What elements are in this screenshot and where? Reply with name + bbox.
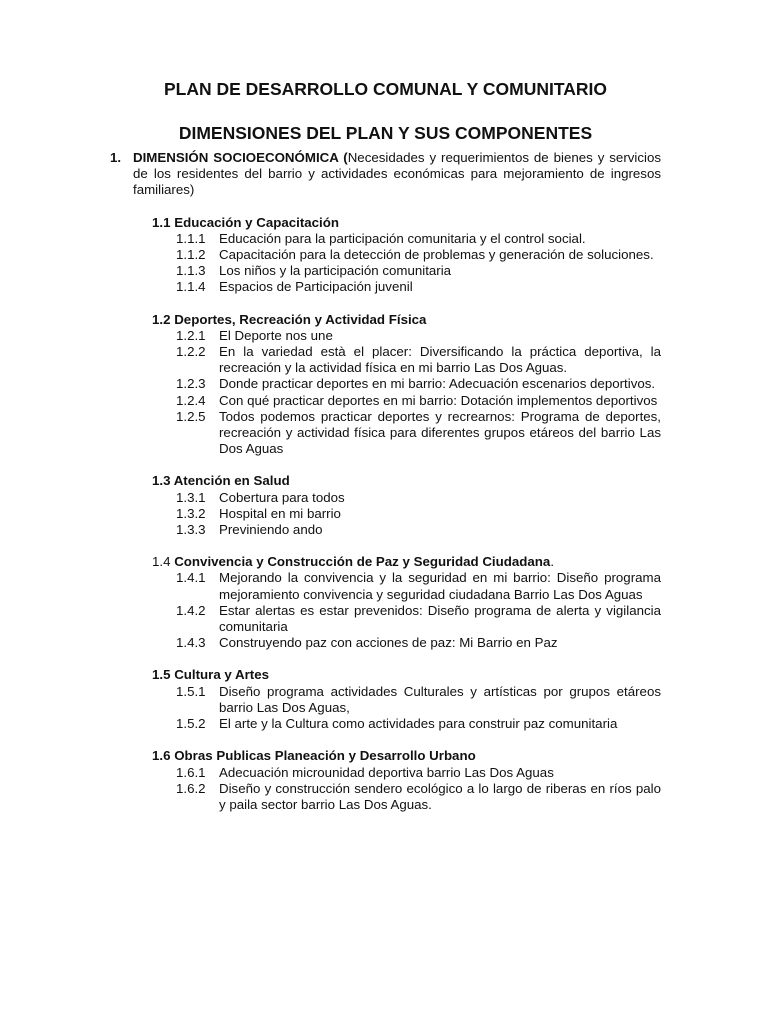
item-text: Con qué practicar deportes en mi barrio: Dotación implementos deportivos (219, 392, 658, 408)
item-text: Donde practicar deportes en mi barrio: Adecuación escenarios deportivos. (219, 376, 656, 392)
section-heading (152, 554, 661, 570)
item-number: 1.4.3 (176, 635, 206, 651)
item-text: Previniendo ando (219, 522, 323, 538)
list-item (176, 506, 661, 522)
item-text: Los niños y la participación comunitaria (219, 263, 452, 279)
list-item (176, 376, 661, 392)
section-heading (152, 312, 661, 328)
section-number: 1.6 (152, 748, 171, 764)
item-number: 1.4.1 (176, 570, 206, 586)
list-item (176, 409, 661, 458)
section-title: Educación y Capacitación (174, 214, 339, 230)
section-1-5 (152, 667, 661, 732)
list-item (176, 490, 661, 506)
dimension-number: 1. (110, 150, 122, 165)
list-item (176, 603, 661, 635)
section-title: Obras Publicas Planeación y Desarrollo Urbano (174, 748, 476, 764)
item-number: 1.2.5 (176, 408, 206, 424)
page-title: PLAN DE DESARROLLO COMUNAL Y COMUNITARIO (163, 79, 608, 99)
item-number: 1.1.1 (176, 230, 206, 246)
section-title-suffix: . (550, 554, 555, 570)
item-text: Estar alertas es estar prevenidos: Diseño programa de alerta y vigilancia comunitaria (219, 602, 661, 635)
item-text: Espacios de Participación juvenil (219, 279, 413, 295)
item-number: 1.2.4 (176, 392, 206, 408)
section-heading (152, 667, 661, 683)
section-number: 1.2 (152, 311, 171, 327)
dimension-description: Necesidades y requerimientos de bienes y servicios de los residentes del barrio y actividades económicas para mejoramiento de ingresos familiares) (133, 150, 661, 198)
item-number: 1.1.2 (176, 247, 206, 263)
item-number: 1.3.3 (176, 522, 206, 538)
item-text: En la variedad està el placer: Diversificando la práctica deportiva, la recreación y la actividad física en mi barrio Las Dos Aguas. (219, 344, 661, 376)
item-text: Diseño y construcción sendero ecológico a lo largo de riberas en ríos palo y paila sector barrio Las Dos Aguas. (219, 780, 661, 812)
item-number: 1.3.2 (176, 505, 206, 521)
item-number: 1.2.1 (176, 327, 206, 343)
item-number: 1.2.3 (176, 376, 206, 392)
list-item (176, 263, 661, 279)
item-number: 1.1.3 (176, 263, 206, 279)
dimension-heading (110, 150, 661, 199)
list-item (176, 781, 661, 813)
item-text: Hospital en mi barrio (219, 505, 341, 521)
section-number: 1.5 (152, 667, 171, 683)
item-number: 1.2.2 (176, 344, 206, 360)
page-subtitle: DIMENSIONES DEL PLAN Y SUS COMPONENTES (178, 123, 593, 143)
list-item (176, 684, 661, 716)
section-number: 1.1 (152, 214, 171, 230)
section-title: Cultura y Artes (174, 667, 270, 683)
item-number: 1.6.1 (176, 764, 206, 780)
section-title: Deportes, Recreación y Actividad Física (174, 311, 427, 327)
list-item (176, 328, 661, 344)
list-item (176, 522, 661, 538)
list-item (176, 344, 661, 376)
section-heading (152, 473, 661, 489)
item-text: Diseño programa actividades Culturales y artísticas por grupos etáreos barrio Las Dos Aguas, (219, 683, 661, 715)
item-number: 1.4.2 (176, 602, 206, 618)
section-number: 1.4 (152, 554, 171, 570)
section-title: Convivencia y Construcción de Paz y Seguridad Ciudadana (174, 554, 551, 570)
section-1-2 (152, 312, 661, 458)
section-1-1 (152, 215, 661, 296)
list-item (176, 635, 661, 651)
section-heading (152, 215, 661, 231)
item-text: El Deporte nos une (219, 327, 333, 343)
section-1-3 (152, 473, 661, 538)
section-heading (152, 748, 661, 764)
list-item (176, 570, 661, 602)
list-item (176, 393, 661, 409)
section-1-4 (152, 554, 661, 651)
item-text: Capacitación para la detección de problemas y generación de soluciones. (219, 247, 654, 263)
item-text: Todos podemos practicar deportes y recrearnos: Programa de deportes, recreación y actividad física para diferentes grupos etáreos del barrio Las Dos Aguas (219, 408, 661, 457)
item-number: 1.3.1 (176, 489, 206, 505)
item-text: Adecuación microunidad deportiva barrio Las Dos Aguas (219, 764, 554, 780)
item-text: Educación para la participación comunitaria y el control social. (219, 230, 586, 246)
list-item (176, 765, 661, 781)
item-number: 1.5.2 (176, 716, 206, 732)
section-1-6 (152, 748, 661, 813)
list-item (176, 247, 661, 263)
list-item (176, 716, 661, 732)
section-number: 1.3 (152, 473, 171, 489)
item-text: El arte y la Cultura como actividades para construir paz comunitaria (219, 716, 618, 732)
item-text: Cobertura para todos (219, 489, 345, 505)
dimension-title: DIMENSIÓN SOCIOECONÓMICA ( (133, 150, 348, 165)
list-item (176, 279, 661, 295)
item-number: 1.6.2 (176, 780, 206, 796)
item-text: Mejorando la convivencia y la seguridad en mi barrio: Diseño programa mejoramiento convivencia y seguridad ciudadana Barrio Las Dos Aguas (219, 570, 661, 602)
item-number: 1.5.1 (176, 683, 206, 699)
item-number: 1.1.4 (176, 279, 206, 295)
section-title: Atención en Salud (173, 473, 290, 489)
list-item (176, 231, 661, 247)
item-text: Construyendo paz con acciones de paz: Mi Barrio en Paz (219, 635, 558, 651)
